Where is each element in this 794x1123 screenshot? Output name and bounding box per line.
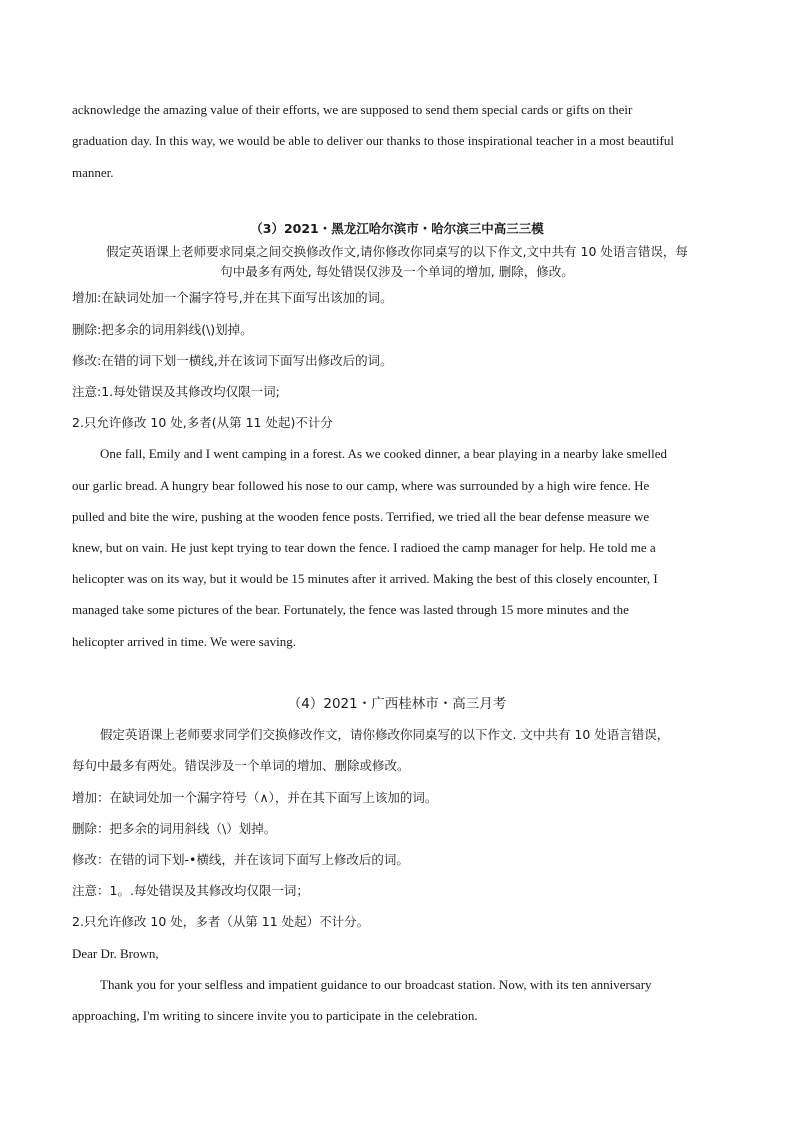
- section3-intro-line: 句中最多有两处, 每处错误仅涉及一个单词的增加, 删除，修改。: [220, 264, 574, 279]
- section3-rule-modify: 修改:在错的词下划一横线,并在该词下面写出修改后的词。: [72, 353, 393, 368]
- section4-intro-line: 每句中最多有两处。错误涉及一个单词的增加、删除或修改。: [72, 758, 410, 773]
- section3-title: （3）2021・黑龙江哈尔滨市・哈尔滨三中高三三模: [250, 221, 544, 236]
- section4-rule-modify: 修改：在错的词下划-•横线，并在该词下面写上修改后的词。: [72, 852, 409, 867]
- section3-passage-line: helicopter arrived in time. We were saving.: [72, 634, 296, 649]
- prev-passage-line: graduation day. In this way, we would be able to deliver our thanks to those inspirational teacher in a most beautiful: [72, 133, 674, 148]
- section4-note-limit: 2.只允许修改 10 处，多者（从第 11 处起）不计分。: [72, 914, 370, 929]
- prev-passage-line: acknowledge the amazing value of their efforts, we are supposed to send them special cards or gifts on their: [72, 102, 633, 117]
- section3-rule-add: 增加:在缺词处加一个漏字符号,并在其下面写出该加的词。: [72, 290, 393, 305]
- section4-salutation: Dear Dr. Brown,: [72, 946, 159, 961]
- section4-passage-line: Thank you for your selfless and impatient guidance to our broadcast station. Now, with its ten anniversary: [100, 977, 652, 992]
- prev-passage-line: manner.: [72, 165, 114, 180]
- section3-passage-line: pulled and bite the wire, pushing at the wooden fence posts. Terrified, we tried all the bear defense measure we: [72, 509, 650, 524]
- section3-passage-line: managed take some pictures of the bear. Fortunately, the fence was lasted through 15 more minutes and the: [72, 602, 629, 617]
- section3-passage-line: knew, but on vain. He just kept trying to tear down the fence. I radioed the camp manager for help. He told me a: [72, 540, 656, 555]
- section3-intro-line: 假定英语课上老师要求同桌之间交换修改作文,请你修改你同桌写的以下作文,文中共有 10 处语言错误，每: [106, 244, 688, 259]
- section3-note-limit: 2.只允许修改 10 处,多者(从第 11 处起)不计分: [72, 415, 333, 430]
- section3-passage-line: One fall, Emily and I went camping in a forest. As we cooked dinner, a bear playing in a nearby lake smelled: [100, 446, 667, 461]
- section3-rule-delete: 删除:把多余的词用斜线(\)划掉。: [72, 322, 253, 337]
- section3-note: 注意:1.每处错误及其修改均仅限一词;: [72, 384, 280, 399]
- section4-passage-line: approaching, I'm writing to sincere invite you to participate in the celebration.: [72, 1008, 478, 1023]
- section4-title: （4）2021・广西桂林市・高三月考: [287, 696, 507, 712]
- section4-rule-delete: 删除：把多余的词用斜线（\）划掉。: [72, 821, 277, 836]
- section3-passage-line: our garlic bread. A hungry bear followed his nose to our camp, where was surrounded by a high wire fence. He: [72, 478, 650, 493]
- section4-rule-add: 增加：在缺词处加一个漏字符号（∧），并在其下面写上该加的词。: [72, 790, 438, 805]
- section4-intro-line: 假定英语课上老师要求同学们交换修改作文，请你修改你同桌写的以下作文. 文中共有 10 处语言错误，: [100, 727, 670, 742]
- section4-note: 注意：1。.每处错误及其修改均仅限一词；: [72, 883, 309, 898]
- section3-passage-line: helicopter was on its way, but it would be 15 minutes after it arrived. Making the best of this closely encounter, I: [72, 571, 658, 586]
